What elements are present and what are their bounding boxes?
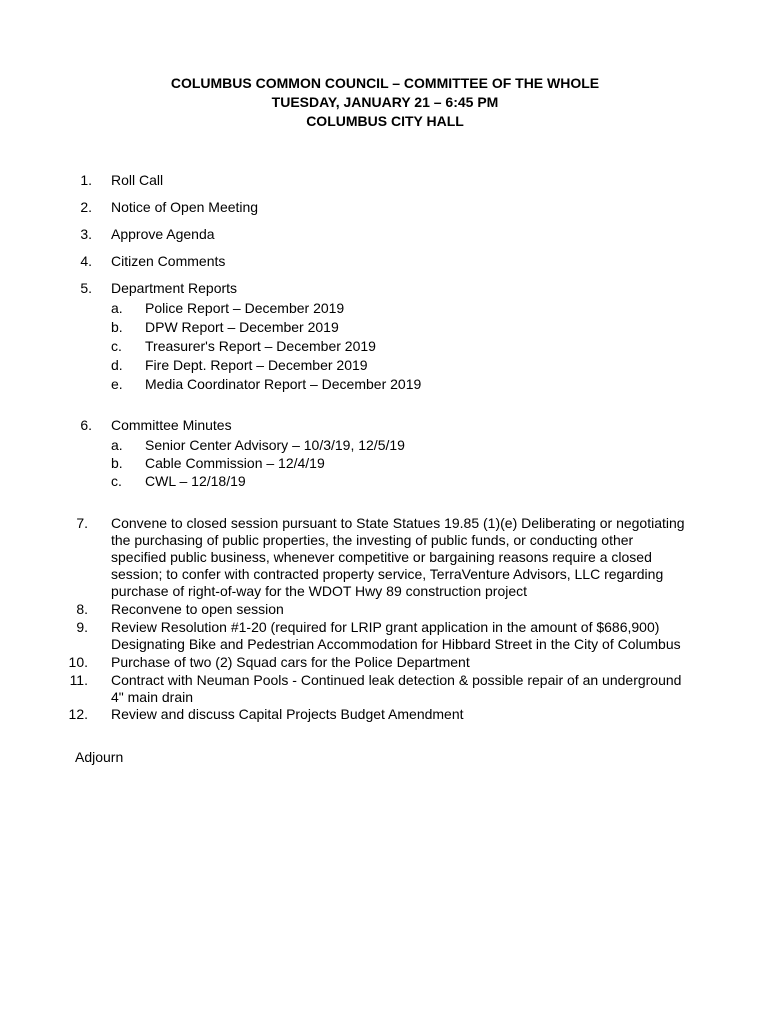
item-text-line: session; to confer with contracted property service, TerraVenture Advisors, LLC regarding — [111, 566, 664, 582]
item-text: Roll Call — [111, 172, 164, 188]
sub-item-letter: b. — [111, 455, 123, 471]
adjourn-label: Adjourn — [75, 749, 124, 765]
item-text-line: the purchasing of public properties, the investing of public funds, or conducting other — [111, 532, 634, 548]
item-number: 10. — [68, 654, 88, 670]
header-date-time: TUESDAY, JANUARY 21 – 6:45 PM — [271, 94, 499, 110]
item-text-line: Convene to closed session pursuant to State Statues 19.85 (1)(e) Deliberating or negotiating — [111, 515, 685, 531]
sub-item-letter: a. — [111, 300, 123, 316]
agenda-header — [0, 74, 770, 131]
sub-item-text: Cable Commission – 12/4/19 — [145, 455, 325, 471]
item-number: 9. — [76, 619, 88, 635]
sub-item-text: Police Report – December 2019 — [145, 300, 345, 316]
item-number: 4. — [80, 253, 92, 269]
item-text-line: specified public business, whenever competitive or bargaining reasons require a closed — [111, 549, 652, 565]
item-text: Approve Agenda — [111, 226, 215, 242]
item-text: Department Reports — [111, 280, 238, 296]
item-text-line: 4" main drain — [111, 689, 194, 705]
item-text-line: Reconvene to open session — [111, 601, 284, 617]
sub-item-letter: c. — [111, 473, 122, 489]
item-number: 2. — [80, 199, 92, 215]
sub-item-text: Treasurer's Report – December 2019 — [145, 338, 376, 354]
sub-item-letter: e. — [111, 376, 123, 392]
item-text-line: Purchase of two (2) Squad cars for the Police Department — [111, 654, 470, 670]
item-text: Notice of Open Meeting — [111, 199, 259, 215]
sub-item-text: Senior Center Advisory – 10/3/19, 12/5/19 — [145, 437, 405, 453]
sub-item-text: Fire Dept. Report – December 2019 — [145, 357, 368, 373]
item-number: 5. — [80, 280, 92, 296]
item-number: 1. — [80, 172, 92, 188]
item-text-line: Review Resolution #1-20 (required for LRIP grant application in the amount of $686,900) — [111, 619, 660, 635]
item-number: 6. — [80, 417, 92, 433]
item-number: 11. — [69, 672, 88, 688]
item-number: 8. — [76, 601, 88, 617]
item-number: 12. — [68, 706, 88, 722]
sub-item-letter: c. — [111, 338, 122, 354]
item-number: 3. — [80, 226, 92, 242]
item-text-line: Contract with Neuman Pools - Continued leak detection & possible repair of an underground — [111, 672, 682, 688]
sub-item-letter: d. — [111, 357, 123, 373]
item-text: Committee Minutes — [111, 417, 232, 433]
item-text-line: purchase of right-of-way for the WDOT Hwy 89 construction project — [111, 583, 528, 599]
sub-item-text: CWL – 12/18/19 — [145, 473, 246, 489]
item-text-line: Designating Bike and Pedestrian Accommodation for Hibbard Street in the City of Columbus — [111, 636, 681, 652]
header-location: COLUMBUS CITY HALL — [306, 113, 464, 129]
item-number: 7. — [76, 515, 88, 531]
item-text: Citizen Comments — [111, 253, 226, 269]
sub-item-letter: b. — [111, 319, 123, 335]
sub-item-text: Media Coordinator Report – December 2019 — [145, 376, 422, 392]
sub-item-text: DPW Report – December 2019 — [145, 319, 339, 335]
header-council-title: COLUMBUS COMMON COUNCIL – COMMITTEE OF THE WHOLE — [170, 75, 600, 91]
item-text-line: Review and discuss Capital Projects Budget Amendment — [111, 706, 464, 722]
sub-item-letter: a. — [111, 437, 123, 453]
